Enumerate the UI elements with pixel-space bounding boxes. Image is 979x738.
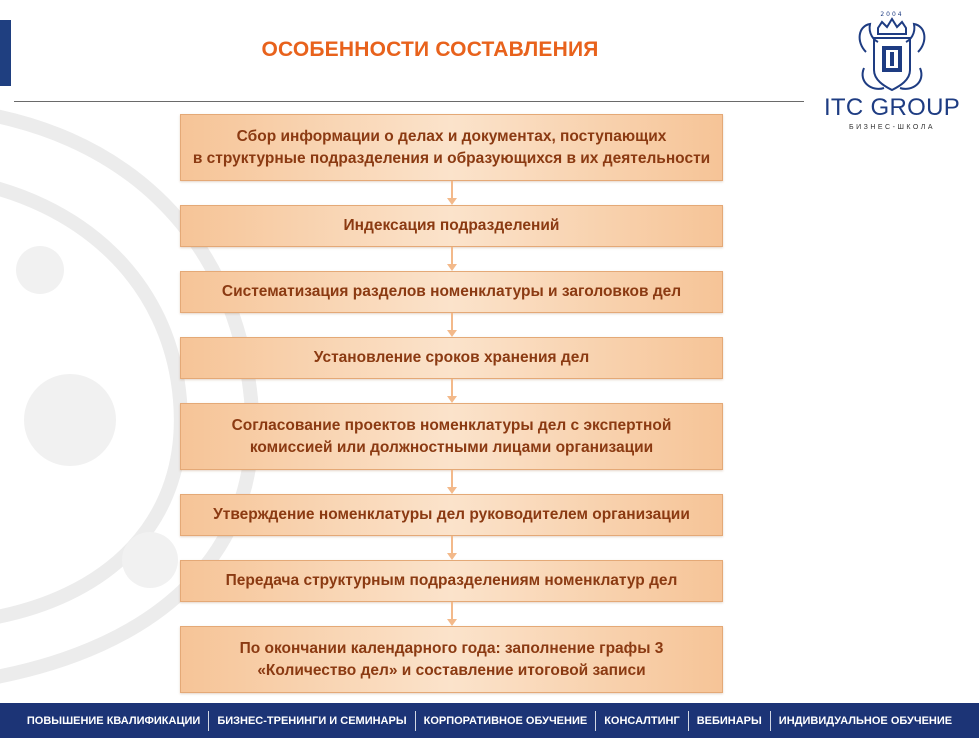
flow-step-3	[180, 271, 723, 313]
footer-item-corporate: КОРПОРАТИВНОЕ ОБУЧЕНИЕ	[423, 714, 588, 727]
flow-step-6	[180, 494, 723, 536]
step-1-line-1: Сбор информации о делах и документах, поступающих	[236, 127, 667, 145]
footer-item-trainings: БИЗНЕС-ТРЕНИНГИ И СЕМИНАРЫ	[217, 714, 407, 727]
footer-divider	[770, 711, 771, 731]
footer-divider	[208, 711, 209, 731]
flow-arrow	[180, 602, 723, 626]
step-5-line-1: Согласование проектов номенклатуры дел с экспертной	[231, 416, 672, 434]
flow-step-8	[180, 626, 723, 693]
logo-name: ITC GROUP	[823, 94, 961, 121]
flow-arrow	[180, 313, 723, 337]
step-1-line-2: в структурные подразделения и образующихся в их деятельности	[192, 149, 711, 167]
header-divider	[14, 101, 804, 102]
footer-divider	[688, 711, 689, 731]
footer-item-webinars: ВЕБИНАРЫ	[696, 714, 762, 727]
flow-arrow	[180, 536, 723, 560]
logo-subtitle: БИЗНЕС-ШКОЛА	[848, 124, 935, 131]
footer-item-qualification: ПОВЫШЕНИЕ КВАЛИФИКАЦИИ	[26, 714, 201, 727]
flow-step-7	[180, 560, 723, 602]
flow-step-5	[180, 403, 723, 470]
logo-year: 2004	[880, 11, 904, 18]
flow-arrow	[180, 379, 723, 403]
step-8-line-1: По окончании календарного года: заполнение графы 3	[239, 639, 664, 657]
itc-group-logo	[812, 8, 972, 138]
flow-arrow	[180, 470, 723, 494]
step-8-line-2: «Количество дел» и составление итоговой записи	[257, 661, 646, 679]
footer-services-bar	[0, 703, 979, 738]
step-4-text: Установление сроков хранения дел	[313, 349, 590, 366]
flow-step-1	[180, 114, 723, 181]
footer-divider	[595, 711, 596, 731]
step-7-text: Передача структурным подразделениям номенклатур дел	[225, 572, 678, 589]
flow-step-4	[180, 337, 723, 379]
flow-step-2	[180, 205, 723, 247]
step-3-text: Систематизация разделов номенклатуры и заголовков дел	[221, 283, 682, 300]
step-2-text: Индексация подразделений	[343, 217, 560, 234]
step-6-text: Утверждение номенклатуры дел руководителем организации	[213, 506, 690, 523]
process-flowchart	[180, 114, 723, 693]
step-5-line-2: комиссией или должностными лицами организации	[249, 438, 654, 456]
footer-item-individual: ИНДИВИДУАЛЬНОЕ ОБУЧЕНИЕ	[778, 714, 953, 727]
footer-item-consulting: КОНСАЛТИНГ	[604, 714, 680, 727]
slide-title: ОСОБЕННОСТИ СОСТАВЛЕНИЯ	[261, 38, 599, 61]
flow-arrow	[180, 247, 723, 271]
crest-icon	[852, 8, 932, 98]
flow-arrow	[180, 181, 723, 205]
footer-divider	[415, 711, 416, 731]
